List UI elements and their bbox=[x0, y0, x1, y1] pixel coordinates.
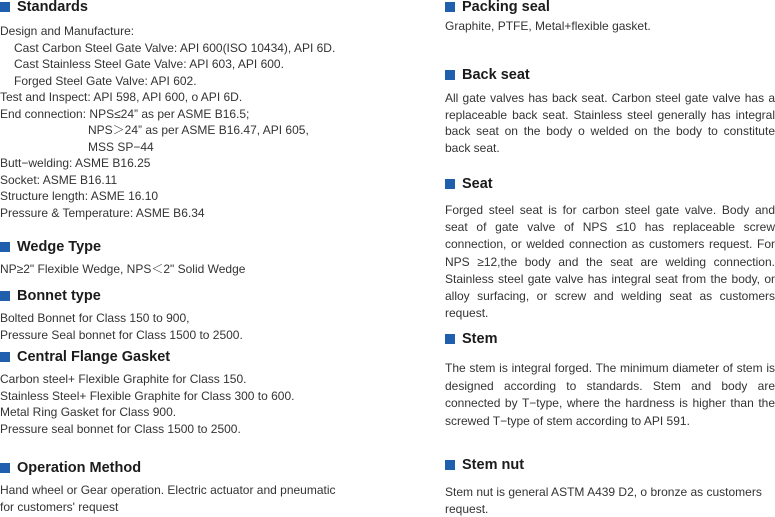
section-title: Wedge Type bbox=[17, 239, 102, 255]
square-bullet-icon bbox=[445, 460, 455, 470]
gasket-line: Carbon steel+ Flexible Graphite for Class 150. bbox=[0, 372, 247, 386]
stem-body bbox=[445, 360, 775, 430]
section-title: Back seat bbox=[462, 67, 530, 83]
wedge-type-text: NP≥2" Flexible Wedge, NPS＜2" Solid Wedge bbox=[0, 262, 246, 276]
standards-line: Cast Stainless Steel Gate Valve: API 603, API 600. bbox=[14, 57, 284, 71]
gasket-section bbox=[0, 347, 420, 437]
standards-line: Pressure & Temperature: ASME B6.34 bbox=[0, 205, 205, 220]
operation-header bbox=[0, 458, 420, 478]
standards-line: Butt−welding: ASME B16.25 bbox=[0, 156, 151, 170]
standards-line: Design and Manufacture: bbox=[0, 24, 135, 38]
square-bullet-icon bbox=[445, 2, 455, 12]
standards-line: Cast Carbon Steel Gate Valve: API 600(ISO 10434), API 6D. bbox=[14, 40, 336, 55]
operation-section bbox=[0, 458, 420, 515]
packing-seal-body bbox=[445, 18, 775, 35]
standards-line: MSS SP−44 bbox=[88, 139, 154, 154]
gasket-line: Stainless Steel+ Flexible Graphite for Class 300 to 600. bbox=[0, 388, 295, 403]
seat-header bbox=[445, 174, 775, 194]
wedge-type-body bbox=[0, 261, 420, 278]
standards-line: Structure length: ASME 16.10 bbox=[0, 189, 159, 203]
bonnet-line: Bolted Bonnet for Class 150 to 900, bbox=[0, 311, 190, 325]
seat-text: Forged steel seat is for carbon steel gate valve. Body and seat of gate valve of NPS ≤10 has replaceable screw connection, or welded connection as customers request. For NPS ≥12,the body and the seat are welding connection. Stainless steel gate valve has integral seat from the body, or alloy surfacing, or screw and welding seat as customers request. bbox=[445, 203, 775, 321]
stem-nut-text: Stem nut is general ASTM A439 D2, o bronze as customers request. bbox=[445, 485, 762, 516]
bonnet-type-body bbox=[0, 310, 420, 343]
square-bullet-icon bbox=[0, 291, 10, 301]
square-bullet-icon bbox=[0, 463, 10, 473]
standards-body bbox=[0, 23, 420, 221]
section-title: Central Flange Gasket bbox=[17, 349, 171, 365]
wedge-type-header bbox=[0, 237, 420, 257]
operation-line: for customers' request bbox=[0, 499, 119, 514]
square-bullet-icon bbox=[0, 242, 10, 252]
square-bullet-icon bbox=[0, 2, 10, 12]
bonnet-type-header bbox=[0, 286, 420, 306]
square-bullet-icon bbox=[0, 352, 10, 362]
standards-line: Socket: ASME B16.11 bbox=[0, 172, 118, 187]
seat-section bbox=[445, 174, 775, 322]
operation-body bbox=[0, 482, 420, 515]
bonnet-line: Pressure Seal bonnet for Class 1500 to 2500. bbox=[0, 327, 243, 342]
stem-nut-section bbox=[445, 455, 775, 517]
back-seat-text: All gate valves has back seat. Carbon steel gate valve has a replaceable back seat. Stainless steel generally has integral back seat on the body o welded on the body to constitute back seat. bbox=[445, 91, 775, 155]
back-seat-header bbox=[445, 65, 775, 85]
standards-line: Forged Steel Gate Valve: API 602. bbox=[14, 73, 197, 88]
standards-line: Test and Inspect: API 598, API 600, o API 6D. bbox=[0, 90, 243, 104]
operation-line: Hand wheel or Gear operation. Electric actuator and pneumatic bbox=[0, 483, 336, 497]
section-title: Operation Method bbox=[17, 460, 142, 476]
gasket-line: Pressure seal bonnet for Class 1500 to 2500. bbox=[0, 421, 241, 436]
standards-line: End connection: NPS≤24” as per ASME B16.5; bbox=[0, 106, 250, 121]
stem-nut-header bbox=[445, 455, 775, 475]
standards-header bbox=[0, 0, 420, 17]
standards-section bbox=[0, 0, 420, 221]
wedge-type-section bbox=[0, 237, 420, 278]
stem-section bbox=[445, 329, 775, 430]
packing-seal-section bbox=[445, 0, 775, 35]
stem-header bbox=[445, 329, 775, 349]
stem-nut-body bbox=[445, 484, 775, 517]
gasket-line: Metal Ring Gasket for Class 900. bbox=[0, 405, 177, 419]
standards-line: NPS＞24” as per ASME B16.47, API 605, bbox=[88, 123, 309, 137]
square-bullet-icon bbox=[445, 70, 455, 80]
gasket-body bbox=[0, 371, 420, 437]
square-bullet-icon bbox=[445, 334, 455, 344]
packing-seal-text: Graphite, PTFE, Metal+flexible gasket. bbox=[445, 19, 651, 33]
back-seat-section bbox=[445, 65, 775, 156]
packing-seal-header bbox=[445, 0, 775, 17]
back-seat-body bbox=[445, 90, 775, 156]
section-title: Standards bbox=[17, 0, 88, 15]
stem-text: The stem is integral forged. The minimum diameter of stem is designed according to standards. Stem and body are connected by T−type, where the hardness is higher than the screwed T−type of stem according to API 591. bbox=[445, 361, 775, 428]
seat-body bbox=[445, 202, 775, 322]
section-title: Bonnet type bbox=[17, 288, 101, 304]
section-title: Seat bbox=[462, 176, 493, 192]
square-bullet-icon bbox=[445, 179, 455, 189]
section-title: Packing seal bbox=[462, 0, 550, 15]
gasket-header bbox=[0, 347, 420, 367]
section-title: Stem nut bbox=[462, 457, 525, 473]
bonnet-type-section bbox=[0, 286, 420, 343]
section-title: Stem bbox=[462, 331, 498, 347]
